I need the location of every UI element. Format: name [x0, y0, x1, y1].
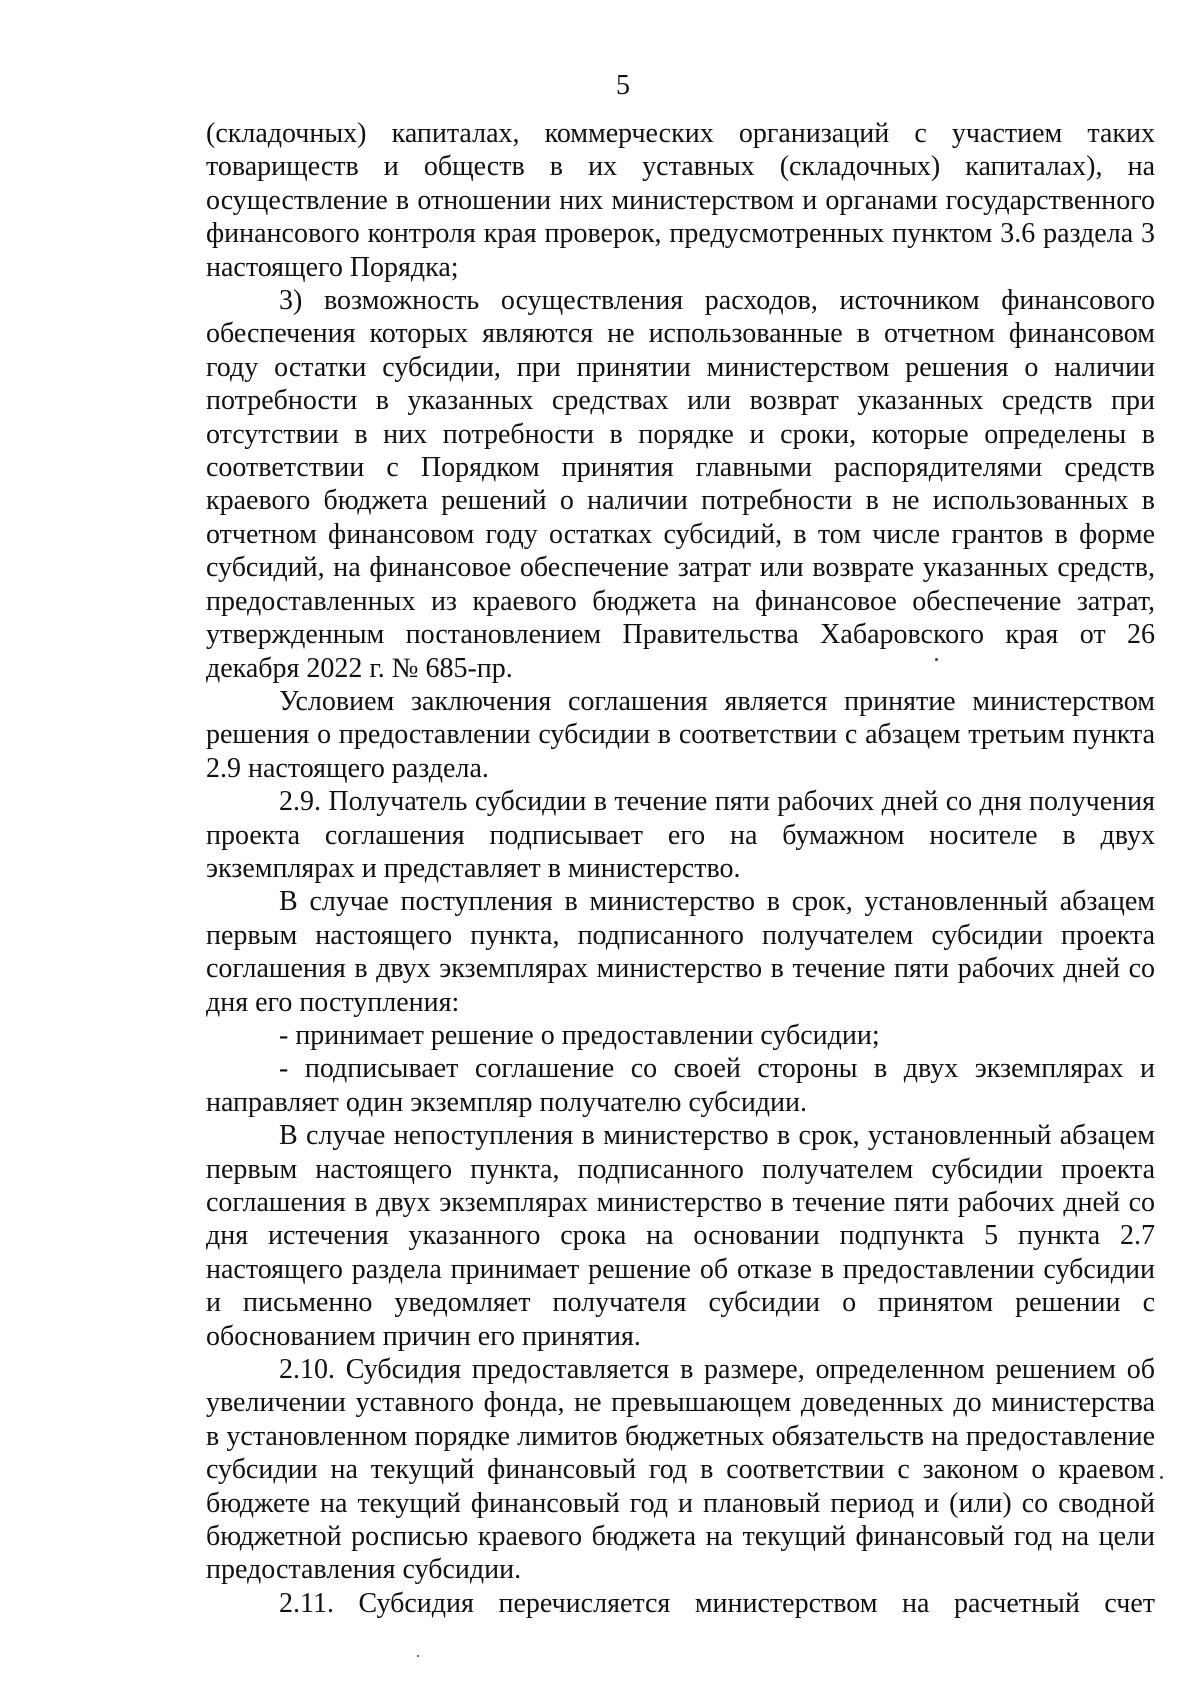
paragraph-receipt-case: В случае поступления в министерство в срок, установленный абзацем первым настоящего пункта, подписанного получателем субсидии проекта соглашения в двух экземплярах министерство в течение пяти рабочих дней со дня его поступления:: [206, 886, 1155, 1018]
paragraph-item-3: 3) возможность осуществления расходов, источником финансового обеспечения которых являются не использованные в отчетном финансовом году остатки субсидии, при принятии министерством решения о наличии потребности в указанных средствах или возврат указанных средств при отсутствии в них потребности в порядке и сроки, которые определены в соответствии с Порядком принятия главными распорядителями средств краевого бюджета решений о наличии потребности в не использованных в отчетном финансовом году остатках субсидий, в том числе грантов в форме субсидий, на финансовое обеспечение затрат или возврате указанных средств, предоставленных из краевого бюджета на финансовое обеспечение затрат, утвержденным постановлением Правительства Хабаровского края от 26 декабря 2022 г. № 685-пр.: [206, 285, 1155, 684]
paragraph-2-11: 2.11. Субсидия перечисляется министерством на расчетный счет: [279, 1587, 1155, 1619]
scan-speck: [935, 658, 938, 661]
paragraph-non-receipt-case: В случае непоступления в министерство в срок, установленный абзацем первым настоящего пункта, подписанного получателем субсидии проекта соглашения в двух экземплярах министерство в течение пяти рабочих дней со дня истечения указанного срока на основании подпункта 5 пункта 2.7 настоящего раздела принимает решение об отказе в предоставлении субсидии и письменно уведомляет получателя субсидии о принятом решении с обоснованием причин его принятия.: [206, 1120, 1155, 1352]
paragraph-continuation: (складочных) капиталах, коммерческих организаций с участием таких товариществ и обществ в их уставных (складочных) капиталах), на осуществление в отношении них министерством и органами государственного финансового контроля края проверок, предусмотренных пунктом 3.6 раздела 3 настоящего Порядка;: [206, 118, 1155, 283]
paragraph-2-9: 2.9. Получатель субсидии в течение пяти рабочих дней со дня получения проекта соглашения подписывает его на бумажном носителе в двух экземплярах и представляет в министерство.: [206, 786, 1155, 884]
list-item-signing: - подписывает соглашение со своей стороны в двух экземплярах и направляет один экземпляр получателю субсидии.: [206, 1053, 1155, 1118]
paragraph-agreement-condition: Условием заключения соглашения является принятие министерством решения о предоставлении субсидии в соответствии с абзацем третьим пункта 2.9 настоящего раздела.: [206, 685, 1155, 784]
page-number: 5: [616, 70, 630, 101]
document-body: [206, 117, 1155, 1620]
scan-speck: [1160, 1476, 1163, 1479]
paragraph-2-10: 2.10. Субсидия предоставляется в размере, определенном решением об увеличении уставного фонда, не превышающем доведенных до министерства в установленном порядке лимитов бюджетных обязательств на предоставление субсидии на текущий финансовый год в соответствии с законом о краевом бюджете на текущий финансовый год и плановый период и (или) со сводной бюджетной росписью краевого бюджета на текущий финансовый год на цели предоставления субсидии.: [206, 1354, 1155, 1586]
list-item-decision: - принимает решение о предоставлении субсидии;: [279, 1019, 880, 1051]
scan-speck: [417, 1655, 419, 1657]
